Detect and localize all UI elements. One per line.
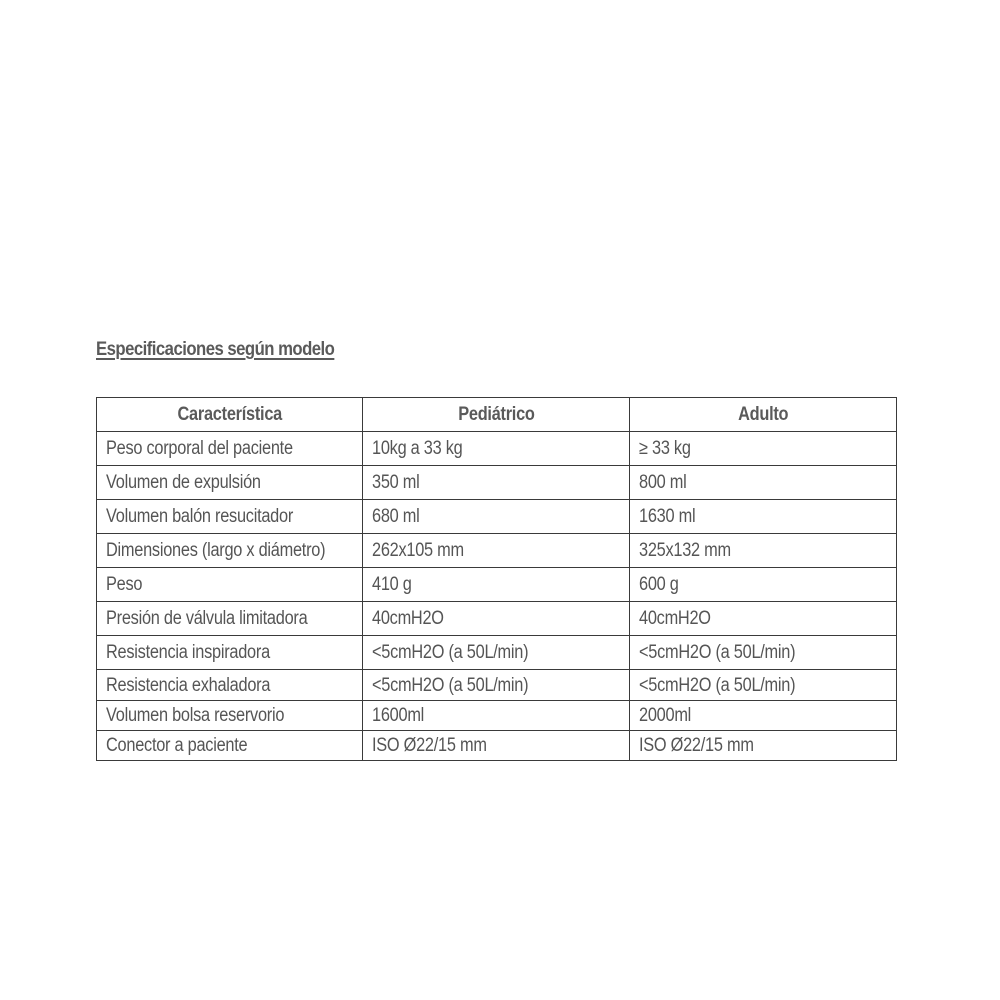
header-pediatrico: Pediátrico — [363, 398, 630, 432]
table-row — [97, 670, 897, 701]
feature-cell: Peso — [97, 568, 363, 602]
adult-value-cell: 800 ml — [630, 466, 897, 500]
adult-value-cell: 600 g — [630, 568, 897, 602]
table-row — [97, 701, 897, 731]
table-row — [97, 636, 897, 670]
table-row — [97, 466, 897, 500]
table-row — [97, 731, 897, 761]
pediatric-value-cell: 350 ml — [363, 466, 630, 500]
adult-value-cell: 325x132 mm — [630, 534, 897, 568]
pediatric-value-cell: 40cmH2O — [363, 602, 630, 636]
header-caracteristica: Característica — [97, 398, 363, 432]
adult-value-cell: 2000ml — [630, 701, 897, 731]
feature-cell: Conector a paciente — [97, 731, 363, 761]
specifications-table — [96, 397, 897, 761]
pediatric-value-cell: 10kg a 33 kg — [363, 432, 630, 466]
feature-cell: Resistencia exhaladora — [97, 670, 363, 701]
section-title: Especificaciones según modelo — [96, 339, 335, 360]
pediatric-value-cell: <5cmH2O (a 50L/min) — [363, 636, 630, 670]
adult-value-cell: 40cmH2O — [630, 602, 897, 636]
feature-cell: Volumen de expulsión — [97, 466, 363, 500]
pediatric-value-cell: ISO Ø22/15 mm — [363, 731, 630, 761]
feature-cell: Peso corporal del paciente — [97, 432, 363, 466]
pediatric-value-cell: 1600ml — [363, 701, 630, 731]
table-row — [97, 568, 897, 602]
adult-value-cell: ISO Ø22/15 mm — [630, 731, 897, 761]
feature-cell: Volumen balón resucitador — [97, 500, 363, 534]
feature-cell: Volumen bolsa reservorio — [97, 701, 363, 731]
feature-cell: Presión de válvula limitadora — [97, 602, 363, 636]
table-row — [97, 500, 897, 534]
feature-cell: Dimensiones (largo x diámetro) — [97, 534, 363, 568]
pediatric-value-cell: 680 ml — [363, 500, 630, 534]
feature-cell: Resistencia inspiradora — [97, 636, 363, 670]
adult-value-cell: <5cmH2O (a 50L/min) — [630, 636, 897, 670]
adult-value-cell: <5cmH2O (a 50L/min) — [630, 670, 897, 701]
table-header-row — [97, 398, 897, 432]
table-row — [97, 432, 897, 466]
pediatric-value-cell: 262x105 mm — [363, 534, 630, 568]
table-row — [97, 534, 897, 568]
pediatric-value-cell: 410 g — [363, 568, 630, 602]
adult-value-cell: ≥ 33 kg — [630, 432, 897, 466]
adult-value-cell: 1630 ml — [630, 500, 897, 534]
table-row — [97, 602, 897, 636]
pediatric-value-cell: <5cmH2O (a 50L/min) — [363, 670, 630, 701]
header-adulto: Adulto — [630, 398, 897, 432]
